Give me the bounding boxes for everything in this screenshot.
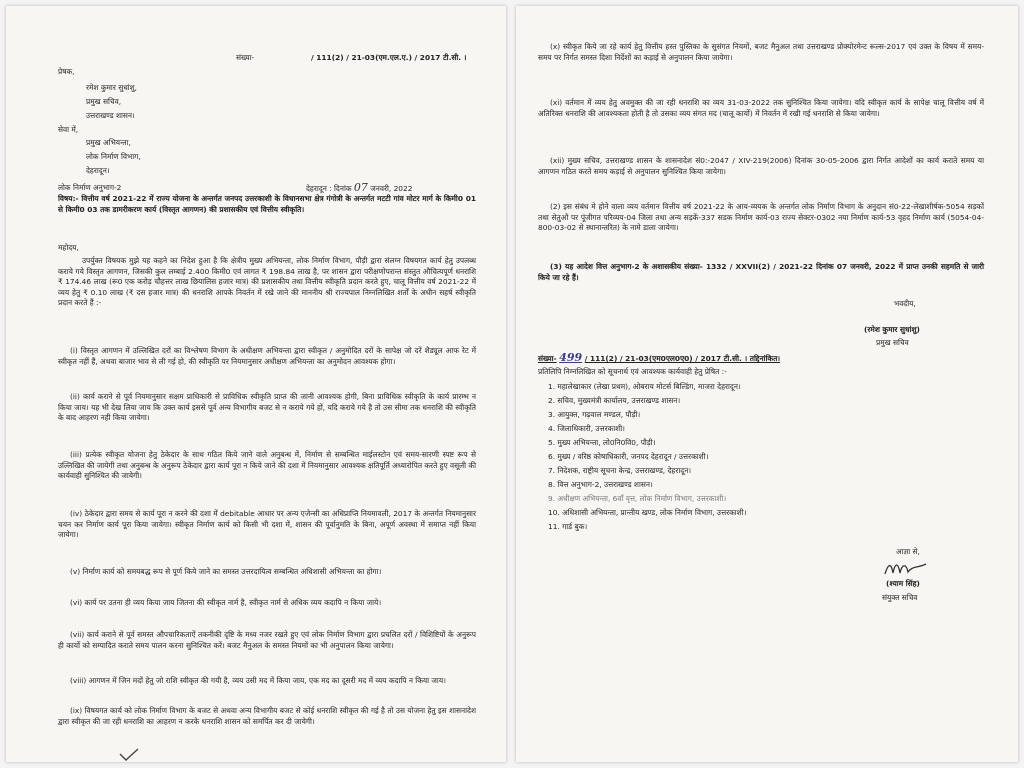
sender-designation: प्रमुख सचिव, <box>86 97 122 106</box>
copy-ref-number: / 111(2) / 21-03(एम0एल0ए0) / 2017 टी.सी. । तद्दिनांकित। <box>584 354 781 363</box>
copy-list <box>548 380 968 534</box>
copy-ref-handwritten: 499 <box>559 351 583 364</box>
reference-label: संख्या- <box>236 53 255 62</box>
list-item: 10. अधिशासी अभियन्ता, प्रान्तीय खण्ड, लोक निर्माण विभाग, उत्तरकाशी। <box>548 508 747 517</box>
list-item: 11. गार्ड बुक। <box>548 522 588 531</box>
list-item: 2. सचिव, मुख्यमंत्री कार्यालय, उत्तराखण्ड शासन। <box>548 396 681 405</box>
subject: विषय:- वित्तीय वर्ष 2021-22 में राज्य योजना के अन्तर्गत जनपद उत्तरकाशी के विधानसभा क्षेत्र गंगोत्री के अन्तर्गत मटटी गांव मोटर मार्ग के किमी0 01 से किमी0 03 तक डामरीकरण कार्य (विस्तृत आगणन) की प्रशासकीय एवं वित्तीय स्वीकृति। <box>58 194 476 214</box>
second-signatory-name: (श्याम सिंह) <box>886 579 920 588</box>
paragraph-2: (2) इस संबंध मे होने वाला व्यय वर्तमान वित्तीय वर्ष 2021-22 के आय-व्ययक के अन्तर्गत लोक निर्माण विभाग के अनुदान सं0-22-लेखाशीर्षक-5054 सड़कों तथा सेतुओं पर पूंजीगत परिव्यय-04 जिला तथा अन्य सड़कें-337 सडक निर्माण कार्य-03 राज्य सेक्टर-0302 नया निर्माण कार्य-53 वृहद निर्माण कार्य (5054-04-800-03-02 से स्थानान्तरित) के नामे डाला जायेगा। <box>538 202 984 233</box>
condition-10: (x) स्वीकृत किये जा रहे कार्य हेतु वित्तीय हस्त पुस्तिका के सुसंगत नियमों, बजट मैनुअल तथा उत्तराखण्ड प्रोक्योरमेन्ट रूल्स-2017 एवं उक्त के विषय में समय-समय पर निर्गत समस्त दिशा निर्देशों का कड़ाई से अनुपालन किया जायेगा। <box>538 42 984 62</box>
list-item: 6. मुख्य / वरिष्ठ कोषाधिकारी, जनपद देहरादून / उत्तरकाशी। <box>548 452 709 461</box>
letter-page-2 <box>516 6 1018 762</box>
date-line <box>306 182 412 194</box>
from-label: प्रेषक, <box>58 67 75 76</box>
closing: भवदीय, <box>894 299 916 308</box>
copy-intro: प्रतिलिपि निम्नलिखित को सूचनार्थ एवं आवश्यक कार्यवाही हेतु प्रेषित :- <box>538 367 727 376</box>
list-item: 9. अधीक्षण अभियन्ता, 6वाँ वृत्त, लोक निर्माण विभाग, उत्तरकाशी। <box>548 494 727 503</box>
list-item: 1. महालेखाकार (लेखा प्रथम), ओबराय मोटर्स बिल्डिंग, माजरा देहरादून। <box>548 382 741 391</box>
list-item: 3. आयुक्त, गढ़वाल मण्डल, पौड़ी। <box>548 410 641 419</box>
condition-12: (xii) मुख्य सचिव, उत्तराखण्ड शासन के शासनादेश सं0:-2047 / XIV-219(2006) दिनांक 30-05-2006 द्वारा निर्गत आदेशों का कार्य कराते समय या आगणन गठित करते समय कड़ाई से अनुपालन सुनिश्चित किया जायेगा। <box>538 156 984 176</box>
list-item: 7. निदेशक, राष्ट्रीय सूचना केन्द्र, उत्तराखण्ड, देहरादून। <box>548 466 692 475</box>
condition-9: (ix) विषयगत कार्य को लोक निर्माण विभाग के बजट से अथवा अन्य विभागीय बजट से कोई धनराशि स्वीकृत की गई है तो उस योजना हेतु इस शासनादेश द्वारा स्वीकृत की जा रही धनराशि का आहरण न करके धनराशि शासन को समर्पित कर दी जायेगी। <box>58 706 476 726</box>
condition-5: (v) निर्माण कार्य को समयबद्ध रूप से पूर्ण किये जाने का समस्त उत्तरदायित्व सम्बन्धित अधिशासी अभियन्ता का होगा। <box>70 567 382 576</box>
condition-6: (vi) कार्य पर उतना ही व्यय किया जाय जितना की स्वीकृत नार्म है, स्वीकृत नार्म से अधिक व्यय कदापि न किया जाये। <box>70 598 382 607</box>
date-prefix: देहरादून : दिनांक <box>306 184 352 193</box>
list-item: 5. मुख्य अभियन्ता, लो0नि0वि0, पौड़ी। <box>548 438 656 447</box>
sender-name: रमेश कुमार सुधांशु, <box>86 83 138 92</box>
date-suffix: जनवरी, 2022 <box>370 184 413 193</box>
recipient-designation: प्रमुख अभियन्ता, <box>86 138 131 147</box>
condition-8: (viii) आगणन में जिन मदों हेतु जो राशि स्वीकृत की गयी है, व्यय उसी मद में किया जाय, एक मद का दूसरी मद में व्यय कदापि न किया जाय। <box>70 676 446 685</box>
intro-paragraph: उपर्युक्त विषयक मुझे यह कहने का निदेश हुआ है कि क्षेत्रीय मुख्य अभियन्ता, लोक निर्माण विभाग, पौड़ी द्वारा संलग्न विषयगत कार्य हेतु उपलब्ध कराये गये विस्तृत आगणन, जिसकी कुल लम्बाई 2.400 किमी0 एवं लागत ₹ 198.84 लाख है, पर शासन द्वारा परीक्षणोपरान्त संस्तुत औचित्यपूर्ण धनराशि ₹ 174.46 लाख (रू0 एक करोड़ चौहत्तर लाख छियालिस हजार मात्र) की प्रशासकीय तथा वित्तीय स्वीकृति प्रदान करते हुए, चालू वित्तीय वर्ष 2021-22 में व्यय हेतु ₹ 0.10 लाख (₹ दस हजार मात्र) की धनराशि आपके निवर्तन में रखे जाने की माननीय श्री राज्यपाल निम्नलिखित शर्तों के अधीन सहर्ष स्वीकृति प्रदान करते हैं :- <box>58 256 476 308</box>
condition-2: (ii) कार्य कराने से पूर्व नियमानुसार सक्षम प्राधिकारी से प्राविधिक स्वीकृति प्राप्त की जानी आवश्यक होगी, बिना प्राविधिक स्वीकृति के कार्य प्रारम्भ न किया जाय। यह भी देख लिया जाय कि उक्त कार्य इससे पूर्व अन्य विभागीय बजट से न कराये गये हों, यदि कराये गये है तो उस सीमा तक धनराशि की स्वीकृति के बाद आहरण नही किया जायेगा। <box>58 392 476 423</box>
letter-page-1 <box>6 6 506 762</box>
handwritten-signature-icon <box>882 558 930 578</box>
section-name: लोक निर्माण अनुभाग-2 <box>58 183 122 192</box>
list-item: 8. वित्त अनुभाग-2, उत्तराखण्ड शासन। <box>548 480 653 489</box>
reference-number: / 111(2) / 21-03(एम.एल.ए.) / 2017 टी.सी. । <box>311 53 467 62</box>
tick-mark-icon <box>118 748 140 762</box>
signatory-name: (रमेश कुमार सुधांशु) <box>864 325 920 334</box>
recipient-department: लोक निर्माण विभाग, <box>86 152 141 161</box>
copy-ref-label: संख्या- <box>538 354 557 363</box>
salutation: महोदय, <box>58 243 79 252</box>
condition-11: (xi) वर्तमान में व्यय हेतु अवमुक्त की जा रही धनराशि का व्यय 31-03-2022 तक सुनिश्चित किया जायेगा। यदि स्वीकृत कार्य के सापेक्ष चालू वित्तीय वर्ष में अतिरिक्त धनराशि की आवश्यकता होती है तो उसका व्यय संगत मद (चालू कार्यो) में निवर्तन में रखी गई धनराशि से किया जायेगा। <box>538 98 984 118</box>
second-signatory-title: संयुक्त सचिव <box>882 593 918 602</box>
to-label: सेवा में, <box>58 125 79 134</box>
recipient-city: देहरादून। <box>86 166 110 175</box>
condition-3: (iii) प्रत्येक स्वीकृत योजना हेतु ठेकेदार के साथ गठित किये जाने वाले अनुबन्ध में, निर्माण से सम्बन्धित माईलस्टोन एवं समय-सारणी स्पष्ट रूप से उल्लिखित की जायेगी तथा अनुबन्ध के अनुरूप ठेकेदार द्वारा कार्य पूरा न किये जाने की दशा में नियमानुसार आवश्यक क्षतिपूर्ति अध्यारोपित करते हुए वसूली की कार्यवाही सुनिश्चित की जायेगी। <box>58 450 476 481</box>
condition-7: (vii) कार्य कराने से पूर्व समस्त औपचारिकताऐं तकनीकी दृष्टि के मध्य नजर रखते हुए एवं लोक निर्माण विभाग द्वारा प्रचलित दरों / विशिष्टियों के अनुरूप ही कार्यो को सम्पादित कराते समय पालन करना सुनिश्चित करें। बजट मैनुअल के समस्त नियमों का भी अनुपालन किया जायेगा। <box>58 630 476 650</box>
condition-1: (i) विस्तृत आगणन में उल्लिखित दरों का विश्लेषण विभाग के अधीक्षण अभियन्ता द्वारा स्वीकृत / अनुमोदित दरों के सापेक्ष जो दरें शैड्यूल आफ रेट में स्वीकृत नहीं हैं, अथवा बाजार भाव से ली गई हो, की स्वीकृति पर नियमानुसार अधीक्षण अभियन्ता का अनुमोदन आवश्यक होगा। <box>58 346 476 366</box>
date-handwritten: 07 <box>353 181 368 194</box>
order-by: आज्ञा से, <box>896 547 920 556</box>
condition-4: (iv) ठेकेदार द्वारा समय से कार्य पूरा न करने की दशा में debitable आधार पर अन्य एजेन्सी का अधिप्राप्ति नियमावली, 2017 के अन्तर्गत नियमानुसार चयन कर निर्माण कार्य पूरा किया जायेगा। स्वीकृत निर्माण कार्य को किसी भी दशा में, शासन की पूर्वानुमति के बिना, अपूर्ण अवस्था में समाप्त नहीं किया जायेगा। <box>58 509 476 540</box>
list-item: 4. जिलाधिकारी, उत्तरकाशी। <box>548 424 625 433</box>
sender-office: उत्तराखण्ड शासन। <box>86 111 135 120</box>
paragraph-3: (3) यह आदेश वित्त अनुभाग-2 के अशासकीय संख्या- 1332 / XXVII(2) / 2021-22 दिनांक 07 जनवरी, 2022 में प्राप्त उनकी सहमति से जारी किये जा रहे हैं। <box>538 262 984 282</box>
copy-reference <box>538 352 780 364</box>
signatory-title: प्रमुख सचिव <box>876 338 909 347</box>
